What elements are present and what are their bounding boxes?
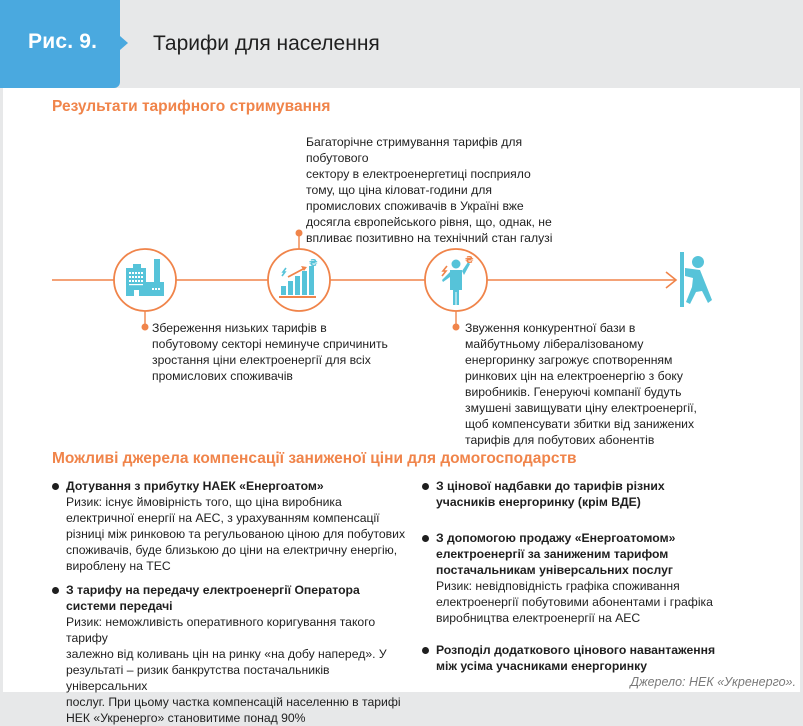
text-line: змушені завищувати ціну електроенергії, bbox=[465, 401, 697, 415]
node-2-text bbox=[306, 134, 566, 246]
text-line: зростання ціни електроенергії для всіх bbox=[152, 353, 371, 367]
text-line: промислових споживачів bbox=[152, 369, 293, 383]
source-item-text: Ризик: існує ймовірність того, що ціна виробника bbox=[66, 495, 342, 509]
text-line: майбутньому лібералізованому bbox=[465, 337, 644, 351]
text-line: впливає позитивно на технічний стан галузі bbox=[306, 231, 553, 245]
source-item-text: виробництва електроенергії на АЕС bbox=[436, 611, 641, 625]
source-item-text: різниці між ринковою та регульованою ціною для побутових bbox=[66, 527, 406, 541]
node-dot bbox=[142, 324, 149, 331]
text-line: щоб компенсувати збитки від занижених bbox=[465, 417, 695, 431]
text-line: побутовому секторі неминуче спричинить bbox=[152, 337, 388, 351]
source-item-heading: Розподіл додаткового цінового навантаження між усіма учасниками енергоринку bbox=[436, 643, 716, 673]
source-item-text: послуг. При цьому частка компенсацій населенню в тарифі bbox=[66, 695, 401, 709]
source-item-text: електричної енергії на АЕС, з урахуванням компенсації bbox=[66, 511, 380, 525]
section-sources-title: Можливі джерела компенсації заниженої ціни для домогосподарств bbox=[52, 450, 577, 467]
text-line: досягла європейського рівня, що, однак, не bbox=[306, 215, 552, 229]
source-item-text: залежно від коливань цін на ринку «на добу наперед». У bbox=[66, 647, 387, 661]
source-item-text: вироблену на ТЕС bbox=[66, 559, 171, 573]
figure-tab-pointer bbox=[120, 36, 128, 50]
source-item-text: результаті – ризик банкрутства постачальників універсальних bbox=[66, 663, 330, 693]
source-item bbox=[422, 530, 722, 626]
source-item-heading: З тарифу на передачу електроенергії Оператора системи передачі bbox=[66, 583, 360, 613]
source-item bbox=[422, 478, 722, 510]
source-item-text: НЕК «Укренерго» становитиме понад 90% bbox=[66, 711, 306, 725]
figure-title: Тарифи для населення bbox=[153, 32, 380, 55]
text-line: Багаторічне стримування тарифів для bbox=[306, 135, 523, 149]
source-item-heading: З допомогою продажу «Енергоатомом» електроенергії за заниженим тарифом постачальникам універсальних послуг bbox=[436, 531, 676, 577]
text-line: тому, що ціна кіловат-години для bbox=[306, 183, 492, 197]
source-note: Джерело: НЕК «Укренерго». bbox=[630, 675, 796, 689]
source-item-text: Ризик: невідповідність графіка споживання bbox=[436, 579, 680, 593]
text-line: виробників. Генеруючі компанії будуть bbox=[465, 385, 682, 399]
source-item bbox=[52, 478, 412, 574]
figure-label: Рис. 9. bbox=[28, 30, 98, 53]
svg-text:₴: ₴ bbox=[309, 258, 318, 269]
figure-tab bbox=[0, 0, 120, 88]
source-item-heading: З цінової надбавки до тарифів різних учасників енергоринку (крім ВДЕ) bbox=[436, 479, 665, 509]
text-line: енергоринку загрожує спотворенням bbox=[465, 353, 673, 367]
text-line: тарифів для побутових абонентів bbox=[465, 433, 655, 447]
node-dot bbox=[296, 230, 303, 237]
text-line: побутового bbox=[306, 151, 369, 165]
source-item-heading: Дотування з прибутку НАЕК «Енергоатом» bbox=[66, 479, 324, 493]
source-item-text: Ризик: неможливість оперативного коригування такого тарифу bbox=[66, 615, 376, 645]
source-item-text: споживачів, буде близькою до ціни на електричну енергію, bbox=[66, 543, 398, 557]
section-results-title: Результати тарифного стримування bbox=[52, 98, 331, 115]
text-line: промислових споживачів в Україні вже bbox=[306, 199, 524, 213]
svg-text:₴: ₴ bbox=[465, 255, 474, 266]
source-item-text: електроенергії побутовими абонентами і графіка bbox=[436, 595, 713, 609]
text-line: Збереження низьких тарифів в bbox=[152, 321, 327, 335]
text-line: ринкових цін на електроенергію з боку bbox=[465, 369, 683, 383]
sources-list-left bbox=[52, 478, 412, 726]
source-item bbox=[422, 642, 722, 674]
node-dot bbox=[453, 324, 460, 331]
node-3-text bbox=[465, 320, 715, 448]
sources-list-right bbox=[422, 478, 722, 674]
node-1-text bbox=[152, 320, 412, 384]
source-item bbox=[52, 582, 412, 726]
text-line: сектору в електроенергетиці посприяло bbox=[306, 167, 531, 181]
text-line: Звуження конкурентної бази в bbox=[465, 321, 636, 335]
